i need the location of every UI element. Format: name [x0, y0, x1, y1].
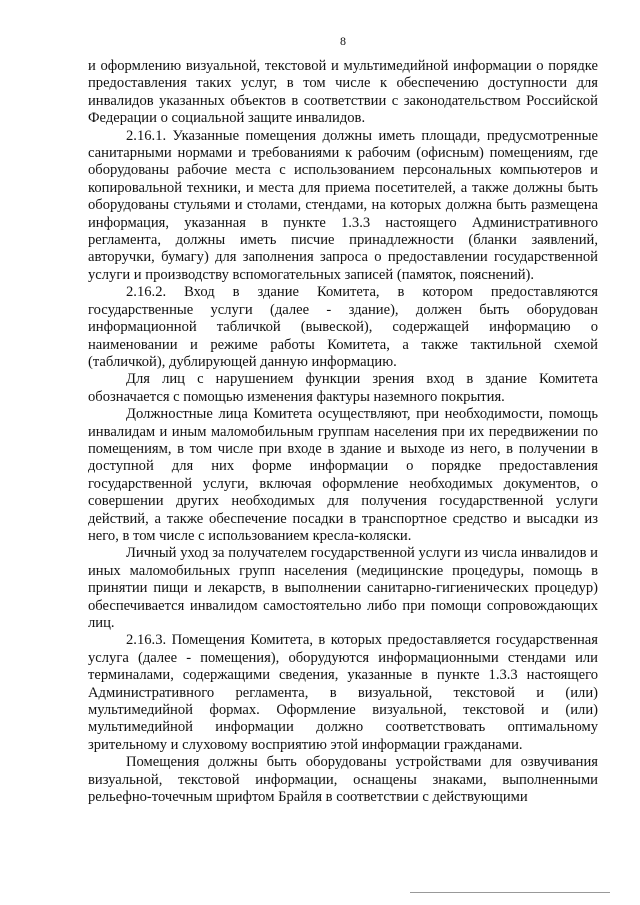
paragraph-continuation: и оформлению визуальной, текстовой и мультимедийной информации о порядке предоставления таких услуг, в том числе к обеспечению доступности для инвалидов указанных объектов в соответствии с законодательством Российской Федерации о социальной защите инвалидов.	[88, 58, 598, 127]
document-body	[88, 58, 598, 806]
page-number: 8	[340, 34, 346, 48]
paragraph-2-16-2: 2.16.2. Вход в здание Комитета, в котором предоставляются государственные услуги (далее - здание), должен быть оборудован информационной табличкой (вывеской), содержащей информацию о наименовании и режиме работы Комитета, а также тактильной схемой (табличкой), дублирующей данную информацию.	[88, 284, 598, 370]
paragraph-2-16-3: 2.16.3. Помещения Комитета, в которых предоставляется государственная услуга (далее - помещения), оборудуются информационными стендами или терминалами, содержащими сведения, указанные в пункте 1.3.3 настоящего Административного регламента, в визуальной, текстовой и (или) мультимедийной формах. Оформление визуальной, текстовой и (или) мультимедийной информации должно соответствовать оптимальному зрительному и слуховому восприятию этой информации гражданами.	[88, 632, 598, 753]
paragraph-audio-braille-equipment: Помещения должны быть оборудованы устройствами для озвучивания визуальной, текстовой информации, оснащены знаками, выполненными рельефно-точечным шрифтом Брайля в соответствии с действующими	[88, 754, 598, 806]
paragraph-vision-impaired-entrance: Для лиц с нарушением функции зрения вход в здание Комитета обозначается с помощью изменения фактуры наземного покрытия.	[88, 371, 598, 405]
paragraph-staff-assistance: Должностные лица Комитета осуществляют, при необходимости, помощь инвалидам и иным маломобильным группам населения при их передвижении по помещениям, в том числе при входе в здание и выходе из него, в получении в доступной для них форме информации о порядке предоставления государственной услуги, включая оформление необходимых документов, о совершении других необходимых для получения государственной услуги действий, а также обеспечение посадки в транспортное средство и высадки из него, в том числе с использованием кресла-коляски.	[88, 406, 598, 544]
footer-divider	[410, 892, 610, 893]
paragraph-personal-care: Личный уход за получателем государственной услуги из числа инвалидов и иных маломобильных групп населения (медицинские процедуры, помощь в принятии пищи и лекарств, в выполнении санитарно-гигиенических процедур) обеспечивается инвалидом самостоятельно либо при помощи сопровождающих лиц.	[88, 545, 598, 631]
paragraph-2-16-1: 2.16.1. Указанные помещения должны иметь площади, предусмотренные санитарными нормами и требованиями к рабочим (офисным) помещениям, где оборудованы рабочие места с использованием персональных компьютеров и копировальной техники, и места для приема посетителей, а также должны быть оборудованы стульями и столами, стендами, на которых должна быть размещена информация, указанная в пункте 1.3.3 настоящего Административного регламента, должны иметь писчие принадлежности (бланки заявлений, авторучки, бумагу) для заполнения запроса о предоставлении государственной услуги и производству вспомогательных записей (памяток, пояснений).	[88, 127, 598, 283]
